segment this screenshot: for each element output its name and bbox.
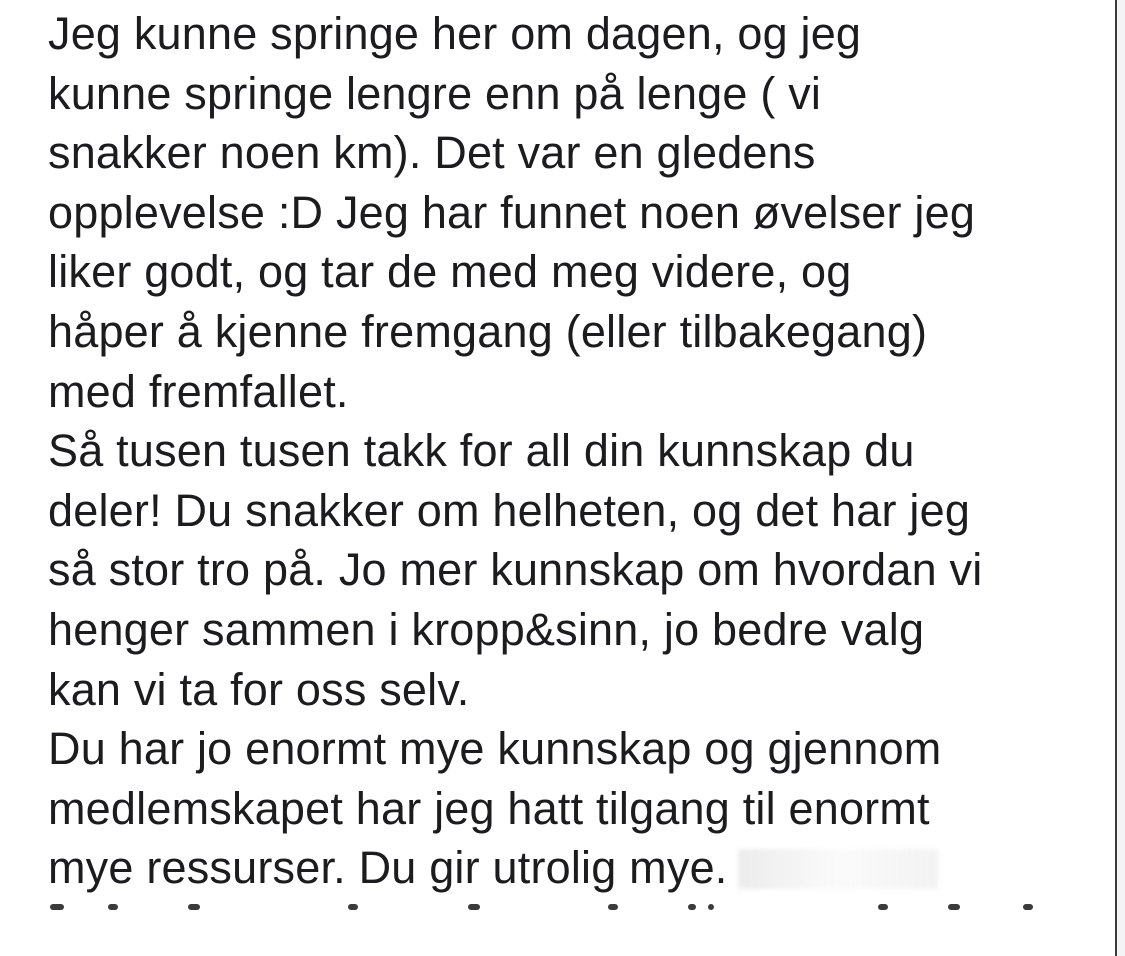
message-line-last-text: mye ressurser. Du gir utrolig mye. xyxy=(48,842,728,894)
message-line: med fremfallet. xyxy=(48,365,349,417)
cropped-text-line xyxy=(48,900,1038,918)
message-line: opplevelse :D Jeg har funnet noen øvelser jeg xyxy=(48,186,976,238)
message-line: kan vi ta for oss selv. xyxy=(48,663,470,715)
message-line: deler! Du snakker om helheten, og det har jeg xyxy=(48,484,971,536)
message-line: Så tusen tusen takk for all din kunnskap du xyxy=(48,425,915,477)
message-line: kunne springe lengre enn på lenge ( vi xyxy=(48,67,822,119)
message-line: håper å kjenne fremgang (eller tilbakegang) xyxy=(48,305,928,357)
message-text xyxy=(48,4,1098,898)
message-line: Jeg kunne springe her om dagen, og jeg xyxy=(48,8,862,59)
window-edge xyxy=(1115,0,1125,956)
message-line-last xyxy=(48,838,1098,898)
message-line: liker godt, og tar de med meg videre, og xyxy=(48,246,852,298)
message-line: snakker noen km). Det var en gledens xyxy=(48,127,816,179)
message-line: henger sammen i kropp&sinn, jo bedre valg xyxy=(48,603,925,655)
message-line: medlemskapet har jeg hatt tilgang til enormt xyxy=(48,782,930,834)
redaction-blur xyxy=(738,849,938,889)
message-line: så stor tro på. Jo mer kunnskap om hvordan vi xyxy=(48,544,983,596)
message-line: Du har jo enormt mye kunnskap og gjennom xyxy=(48,723,942,775)
